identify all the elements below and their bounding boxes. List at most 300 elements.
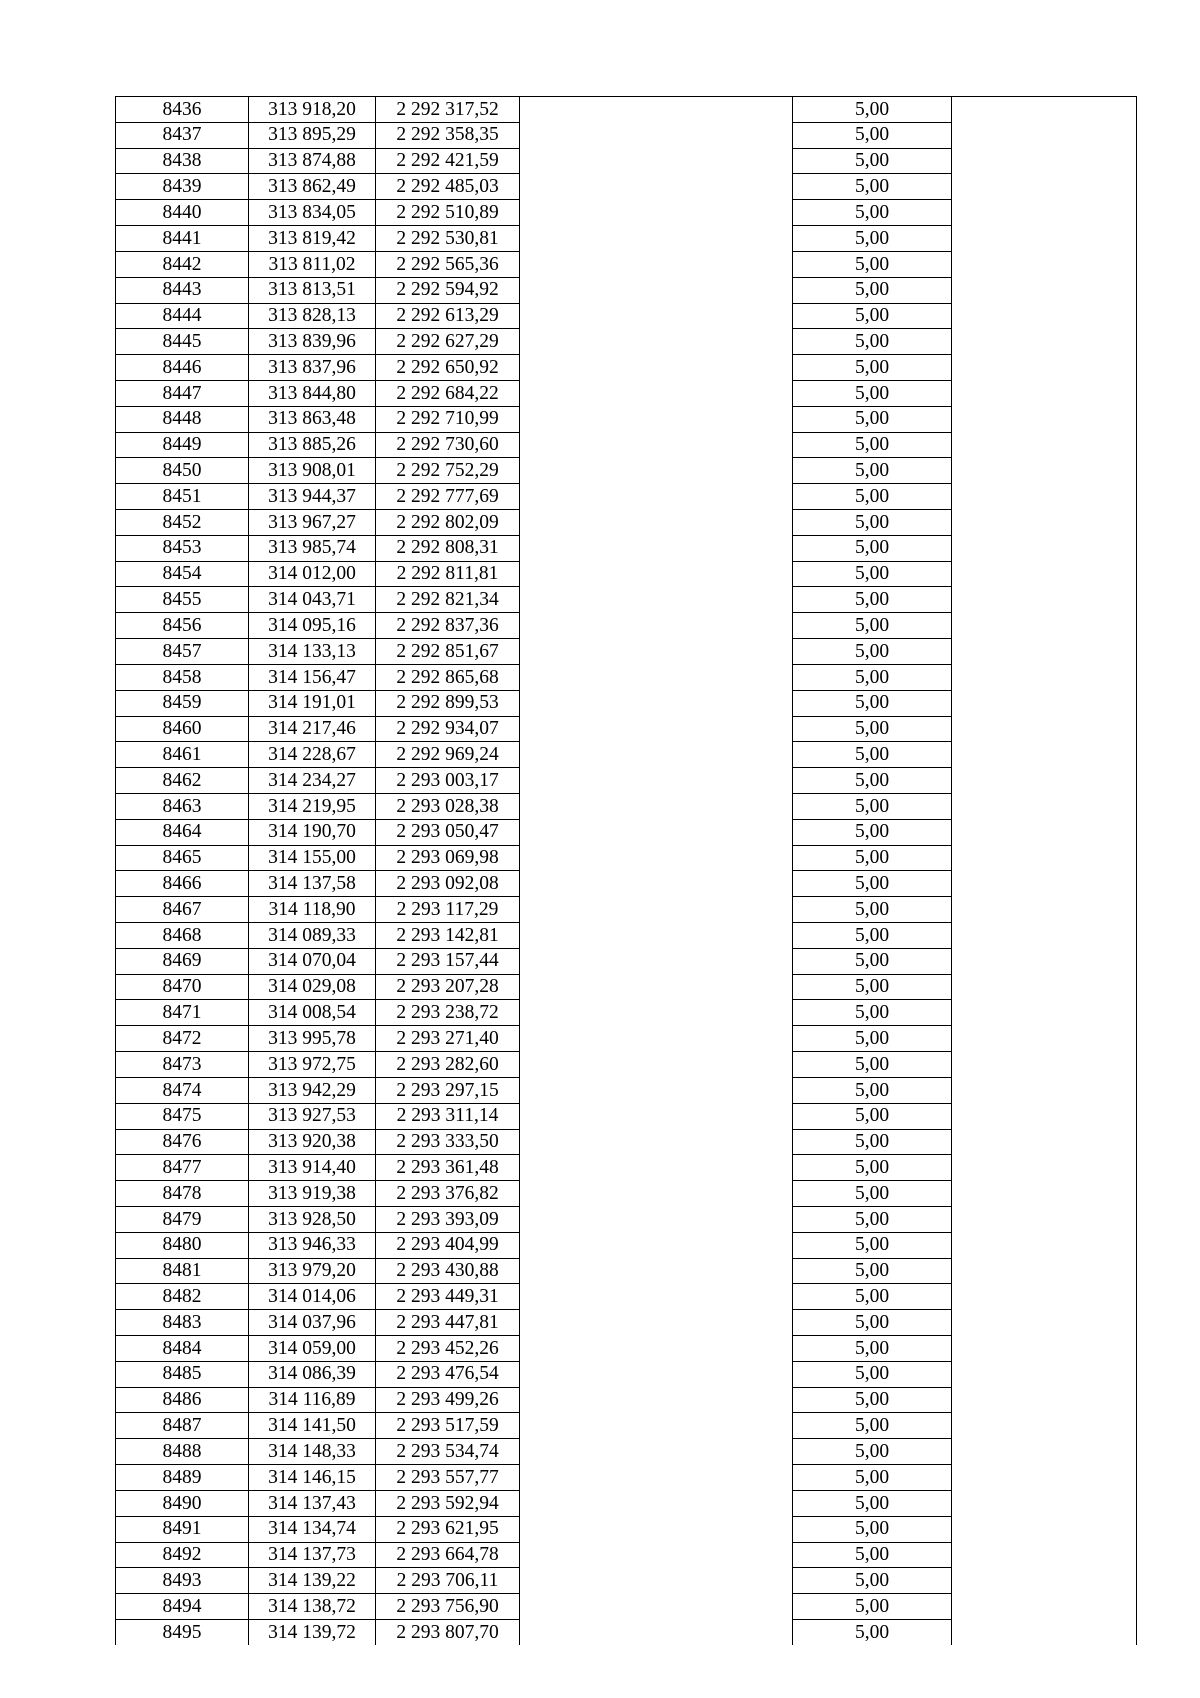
distance-cell: 5,00 <box>793 174 952 200</box>
table-row <box>116 1568 1137 1594</box>
note-cell <box>952 923 1137 949</box>
empty-cell <box>520 845 793 871</box>
distance-cell: 5,00 <box>793 1490 952 1516</box>
point-number-cell: 8450 <box>116 458 249 484</box>
table-row <box>116 690 1137 716</box>
table-row <box>116 1284 1137 1310</box>
x-coordinate-cell: 314 095,16 <box>249 613 376 639</box>
point-number-cell: 8440 <box>116 200 249 226</box>
empty-cell <box>520 277 793 303</box>
empty-cell <box>520 1284 793 1310</box>
y-coordinate-cell: 2 292 613,29 <box>376 303 520 329</box>
y-coordinate-cell: 2 292 485,03 <box>376 174 520 200</box>
distance-cell: 5,00 <box>793 1000 952 1026</box>
y-coordinate-cell: 2 292 358,35 <box>376 122 520 148</box>
table-row <box>116 484 1137 510</box>
y-coordinate-cell: 2 292 821,34 <box>376 587 520 613</box>
y-coordinate-cell: 2 292 802,09 <box>376 510 520 536</box>
note-cell <box>952 639 1137 665</box>
point-number-cell: 8484 <box>116 1336 249 1362</box>
table-row <box>116 1413 1137 1439</box>
empty-cell <box>520 535 793 561</box>
distance-cell: 5,00 <box>793 587 952 613</box>
note-cell <box>952 1052 1137 1078</box>
y-coordinate-cell: 2 292 510,89 <box>376 200 520 226</box>
y-coordinate-cell: 2 292 899,53 <box>376 690 520 716</box>
point-number-cell: 8478 <box>116 1181 249 1207</box>
coordinates-table <box>115 96 1137 1645</box>
distance-cell: 5,00 <box>793 458 952 484</box>
x-coordinate-cell: 314 089,33 <box>249 923 376 949</box>
x-coordinate-cell: 314 138,72 <box>249 1594 376 1620</box>
table-row <box>116 1465 1137 1491</box>
point-number-cell: 8438 <box>116 148 249 174</box>
point-number-cell: 8436 <box>116 97 249 123</box>
distance-cell: 5,00 <box>793 1568 952 1594</box>
empty-cell <box>520 458 793 484</box>
x-coordinate-cell: 313 895,29 <box>249 122 376 148</box>
distance-cell: 5,00 <box>793 1336 952 1362</box>
x-coordinate-cell: 314 008,54 <box>249 1000 376 1026</box>
y-coordinate-cell: 2 293 050,47 <box>376 819 520 845</box>
distance-cell: 5,00 <box>793 1077 952 1103</box>
x-coordinate-cell: 314 139,22 <box>249 1568 376 1594</box>
note-cell <box>952 1542 1137 1568</box>
point-number-cell: 8461 <box>116 742 249 768</box>
distance-cell: 5,00 <box>793 923 952 949</box>
x-coordinate-cell: 313 834,05 <box>249 200 376 226</box>
note-cell <box>952 122 1137 148</box>
empty-cell <box>520 897 793 923</box>
x-coordinate-cell: 313 914,40 <box>249 1155 376 1181</box>
note-cell <box>952 1465 1137 1491</box>
note-cell <box>952 510 1137 536</box>
empty-cell <box>520 716 793 742</box>
note-cell <box>952 226 1137 252</box>
note-cell <box>952 148 1137 174</box>
x-coordinate-cell: 314 217,46 <box>249 716 376 742</box>
x-coordinate-cell: 313 828,13 <box>249 303 376 329</box>
point-number-cell: 8495 <box>116 1619 249 1644</box>
y-coordinate-cell: 2 293 447,81 <box>376 1310 520 1336</box>
table-row <box>116 768 1137 794</box>
distance-cell: 5,00 <box>793 897 952 923</box>
y-coordinate-cell: 2 292 837,36 <box>376 613 520 639</box>
note-cell <box>952 1490 1137 1516</box>
y-coordinate-cell: 2 293 476,54 <box>376 1361 520 1387</box>
distance-cell: 5,00 <box>793 200 952 226</box>
empty-cell <box>520 1077 793 1103</box>
point-number-cell: 8472 <box>116 1026 249 1052</box>
x-coordinate-cell: 314 137,73 <box>249 1542 376 1568</box>
point-number-cell: 8449 <box>116 432 249 458</box>
distance-cell: 5,00 <box>793 355 952 381</box>
point-number-cell: 8493 <box>116 1568 249 1594</box>
note-cell <box>952 845 1137 871</box>
x-coordinate-cell: 314 043,71 <box>249 587 376 613</box>
table-row <box>116 1594 1137 1620</box>
point-number-cell: 8492 <box>116 1542 249 1568</box>
point-number-cell: 8439 <box>116 174 249 200</box>
note-cell <box>952 355 1137 381</box>
x-coordinate-cell: 314 139,72 <box>249 1619 376 1644</box>
table-row <box>116 1542 1137 1568</box>
distance-cell: 5,00 <box>793 716 952 742</box>
empty-cell <box>520 1232 793 1258</box>
x-coordinate-cell: 313 885,26 <box>249 432 376 458</box>
point-number-cell: 8465 <box>116 845 249 871</box>
distance-cell: 5,00 <box>793 819 952 845</box>
table-row <box>116 1026 1137 1052</box>
note-cell <box>952 535 1137 561</box>
empty-cell <box>520 819 793 845</box>
empty-cell <box>520 587 793 613</box>
note-cell <box>952 768 1137 794</box>
note-cell <box>952 716 1137 742</box>
table-row <box>116 1103 1137 1129</box>
distance-cell: 5,00 <box>793 664 952 690</box>
note-cell <box>952 1077 1137 1103</box>
x-coordinate-cell: 313 946,33 <box>249 1232 376 1258</box>
table-row <box>116 1619 1137 1644</box>
empty-cell <box>520 1413 793 1439</box>
table-row <box>116 535 1137 561</box>
note-cell <box>952 1568 1137 1594</box>
empty-cell <box>520 1387 793 1413</box>
distance-cell: 5,00 <box>793 148 952 174</box>
x-coordinate-cell: 313 863,48 <box>249 406 376 432</box>
empty-cell <box>520 406 793 432</box>
empty-cell <box>520 639 793 665</box>
distance-cell: 5,00 <box>793 793 952 819</box>
distance-cell: 5,00 <box>793 1052 952 1078</box>
empty-cell <box>520 380 793 406</box>
y-coordinate-cell: 2 293 361,48 <box>376 1155 520 1181</box>
distance-cell: 5,00 <box>793 690 952 716</box>
table-row <box>116 1361 1137 1387</box>
table-row <box>116 432 1137 458</box>
point-number-cell: 8480 <box>116 1232 249 1258</box>
x-coordinate-cell: 314 148,33 <box>249 1439 376 1465</box>
empty-cell <box>520 1465 793 1491</box>
empty-cell <box>520 561 793 587</box>
y-coordinate-cell: 2 293 142,81 <box>376 923 520 949</box>
y-coordinate-cell: 2 293 092,08 <box>376 871 520 897</box>
point-number-cell: 8454 <box>116 561 249 587</box>
table-row <box>116 97 1137 123</box>
x-coordinate-cell: 314 014,06 <box>249 1284 376 1310</box>
x-coordinate-cell: 314 155,00 <box>249 845 376 871</box>
y-coordinate-cell: 2 293 449,31 <box>376 1284 520 1310</box>
x-coordinate-cell: 314 228,67 <box>249 742 376 768</box>
distance-cell: 5,00 <box>793 406 952 432</box>
note-cell <box>952 1594 1137 1620</box>
distance-cell: 5,00 <box>793 871 952 897</box>
table-row <box>116 1258 1137 1284</box>
table-row <box>116 1336 1137 1362</box>
note-cell <box>952 1206 1137 1232</box>
distance-cell: 5,00 <box>793 561 952 587</box>
empty-cell <box>520 484 793 510</box>
table-row <box>116 1516 1137 1542</box>
distance-cell: 5,00 <box>793 97 952 123</box>
x-coordinate-cell: 314 029,08 <box>249 974 376 1000</box>
x-coordinate-cell: 313 967,27 <box>249 510 376 536</box>
distance-cell: 5,00 <box>793 1439 952 1465</box>
point-number-cell: 8471 <box>116 1000 249 1026</box>
distance-cell: 5,00 <box>793 1232 952 1258</box>
note-cell <box>952 406 1137 432</box>
distance-cell: 5,00 <box>793 226 952 252</box>
distance-cell: 5,00 <box>793 1542 952 1568</box>
empty-cell <box>520 1052 793 1078</box>
y-coordinate-cell: 2 293 404,99 <box>376 1232 520 1258</box>
table-row <box>116 716 1137 742</box>
coordinates-table-body <box>116 97 1137 1645</box>
note-cell <box>952 1103 1137 1129</box>
note-cell <box>952 974 1137 1000</box>
point-number-cell: 8477 <box>116 1155 249 1181</box>
x-coordinate-cell: 313 995,78 <box>249 1026 376 1052</box>
point-number-cell: 8469 <box>116 948 249 974</box>
point-number-cell: 8467 <box>116 897 249 923</box>
note-cell <box>952 277 1137 303</box>
table-row <box>116 974 1137 1000</box>
distance-cell: 5,00 <box>793 329 952 355</box>
table-row <box>116 251 1137 277</box>
y-coordinate-cell: 2 293 430,88 <box>376 1258 520 1284</box>
table-row <box>116 200 1137 226</box>
point-number-cell: 8470 <box>116 974 249 1000</box>
table-row <box>116 510 1137 536</box>
x-coordinate-cell: 313 979,20 <box>249 1258 376 1284</box>
empty-cell <box>520 1103 793 1129</box>
table-row <box>116 406 1137 432</box>
y-coordinate-cell: 2 293 157,44 <box>376 948 520 974</box>
point-number-cell: 8490 <box>116 1490 249 1516</box>
note-cell <box>952 1000 1137 1026</box>
x-coordinate-cell: 313 927,53 <box>249 1103 376 1129</box>
y-coordinate-cell: 2 293 333,50 <box>376 1129 520 1155</box>
table-row <box>116 613 1137 639</box>
distance-cell: 5,00 <box>793 742 952 768</box>
point-number-cell: 8489 <box>116 1465 249 1491</box>
distance-cell: 5,00 <box>793 1181 952 1207</box>
point-number-cell: 8448 <box>116 406 249 432</box>
distance-cell: 5,00 <box>793 1026 952 1052</box>
distance-cell: 5,00 <box>793 303 952 329</box>
x-coordinate-cell: 313 942,29 <box>249 1077 376 1103</box>
note-cell <box>952 1026 1137 1052</box>
distance-cell: 5,00 <box>793 122 952 148</box>
y-coordinate-cell: 2 292 650,92 <box>376 355 520 381</box>
point-number-cell: 8487 <box>116 1413 249 1439</box>
x-coordinate-cell: 313 813,51 <box>249 277 376 303</box>
y-coordinate-cell: 2 293 807,70 <box>376 1619 520 1644</box>
table-row <box>116 458 1137 484</box>
y-coordinate-cell: 2 293 664,78 <box>376 1542 520 1568</box>
y-coordinate-cell: 2 293 756,90 <box>376 1594 520 1620</box>
note-cell <box>952 1619 1137 1644</box>
point-number-cell: 8475 <box>116 1103 249 1129</box>
y-coordinate-cell: 2 292 594,92 <box>376 277 520 303</box>
distance-cell: 5,00 <box>793 768 952 794</box>
point-number-cell: 8485 <box>116 1361 249 1387</box>
empty-cell <box>520 1542 793 1568</box>
empty-cell <box>520 948 793 974</box>
y-coordinate-cell: 2 293 534,74 <box>376 1439 520 1465</box>
point-number-cell: 8483 <box>116 1310 249 1336</box>
table-row <box>116 303 1137 329</box>
empty-cell <box>520 742 793 768</box>
empty-cell <box>520 226 793 252</box>
y-coordinate-cell: 2 293 311,14 <box>376 1103 520 1129</box>
distance-cell: 5,00 <box>793 1284 952 1310</box>
table-row <box>116 174 1137 200</box>
y-coordinate-cell: 2 293 499,26 <box>376 1387 520 1413</box>
y-coordinate-cell: 2 293 557,77 <box>376 1465 520 1491</box>
y-coordinate-cell: 2 292 317,52 <box>376 97 520 123</box>
table-row <box>116 1310 1137 1336</box>
y-coordinate-cell: 2 293 238,72 <box>376 1000 520 1026</box>
y-coordinate-cell: 2 293 271,40 <box>376 1026 520 1052</box>
distance-cell: 5,00 <box>793 1310 952 1336</box>
point-number-cell: 8462 <box>116 768 249 794</box>
empty-cell <box>520 1568 793 1594</box>
table-row <box>116 277 1137 303</box>
point-number-cell: 8482 <box>116 1284 249 1310</box>
x-coordinate-cell: 314 134,74 <box>249 1516 376 1542</box>
x-coordinate-cell: 314 191,01 <box>249 690 376 716</box>
table-row <box>116 1439 1137 1465</box>
empty-cell <box>520 251 793 277</box>
table-row <box>116 1000 1137 1026</box>
y-coordinate-cell: 2 292 851,67 <box>376 639 520 665</box>
x-coordinate-cell: 313 844,80 <box>249 380 376 406</box>
y-coordinate-cell: 2 292 565,36 <box>376 251 520 277</box>
x-coordinate-cell: 314 190,70 <box>249 819 376 845</box>
distance-cell: 5,00 <box>793 1129 952 1155</box>
x-coordinate-cell: 314 219,95 <box>249 793 376 819</box>
empty-cell <box>520 974 793 1000</box>
point-number-cell: 8447 <box>116 380 249 406</box>
note-cell <box>952 1516 1137 1542</box>
note-cell <box>952 1310 1137 1336</box>
x-coordinate-cell: 313 920,38 <box>249 1129 376 1155</box>
note-cell <box>952 561 1137 587</box>
note-cell <box>952 1336 1137 1362</box>
empty-cell <box>520 432 793 458</box>
point-number-cell: 8473 <box>116 1052 249 1078</box>
distance-cell: 5,00 <box>793 1361 952 1387</box>
x-coordinate-cell: 313 811,02 <box>249 251 376 277</box>
y-coordinate-cell: 2 293 117,29 <box>376 897 520 923</box>
empty-cell <box>520 793 793 819</box>
table-row <box>116 1052 1137 1078</box>
point-number-cell: 8446 <box>116 355 249 381</box>
x-coordinate-cell: 313 972,75 <box>249 1052 376 1078</box>
point-number-cell: 8486 <box>116 1387 249 1413</box>
note-cell <box>952 1232 1137 1258</box>
table-row <box>116 1181 1137 1207</box>
point-number-cell: 8451 <box>116 484 249 510</box>
table-row <box>116 742 1137 768</box>
distance-cell: 5,00 <box>793 639 952 665</box>
x-coordinate-cell: 313 837,96 <box>249 355 376 381</box>
note-cell <box>952 174 1137 200</box>
table-row <box>116 587 1137 613</box>
point-number-cell: 8488 <box>116 1439 249 1465</box>
table-row <box>116 380 1137 406</box>
empty-cell <box>520 1619 793 1644</box>
distance-cell: 5,00 <box>793 1258 952 1284</box>
table-row <box>116 871 1137 897</box>
y-coordinate-cell: 2 293 393,09 <box>376 1206 520 1232</box>
empty-cell <box>520 122 793 148</box>
table-row <box>116 355 1137 381</box>
point-number-cell: 8476 <box>116 1129 249 1155</box>
x-coordinate-cell: 314 141,50 <box>249 1413 376 1439</box>
point-number-cell: 8460 <box>116 716 249 742</box>
empty-cell <box>520 148 793 174</box>
note-cell <box>952 484 1137 510</box>
x-coordinate-cell: 314 059,00 <box>249 1336 376 1362</box>
y-coordinate-cell: 2 293 452,26 <box>376 1336 520 1362</box>
y-coordinate-cell: 2 293 706,11 <box>376 1568 520 1594</box>
table-row <box>116 1206 1137 1232</box>
y-coordinate-cell: 2 292 627,29 <box>376 329 520 355</box>
x-coordinate-cell: 314 070,04 <box>249 948 376 974</box>
distance-cell: 5,00 <box>793 510 952 536</box>
x-coordinate-cell: 314 012,00 <box>249 561 376 587</box>
table-row <box>116 561 1137 587</box>
x-coordinate-cell: 314 137,43 <box>249 1490 376 1516</box>
empty-cell <box>520 1310 793 1336</box>
table-row <box>116 639 1137 665</box>
y-coordinate-cell: 2 293 069,98 <box>376 845 520 871</box>
x-coordinate-cell: 313 908,01 <box>249 458 376 484</box>
table-row <box>116 1232 1137 1258</box>
distance-cell: 5,00 <box>793 974 952 1000</box>
note-cell <box>952 1181 1137 1207</box>
x-coordinate-cell: 314 146,15 <box>249 1465 376 1491</box>
y-coordinate-cell: 2 292 969,24 <box>376 742 520 768</box>
empty-cell <box>520 174 793 200</box>
distance-cell: 5,00 <box>793 845 952 871</box>
distance-cell: 5,00 <box>793 948 952 974</box>
y-coordinate-cell: 2 292 421,59 <box>376 148 520 174</box>
table-row <box>116 1155 1137 1181</box>
note-cell <box>952 948 1137 974</box>
table-row <box>116 329 1137 355</box>
point-number-cell: 8456 <box>116 613 249 639</box>
note-cell <box>952 1387 1137 1413</box>
distance-cell: 5,00 <box>793 251 952 277</box>
point-number-cell: 8441 <box>116 226 249 252</box>
point-number-cell: 8443 <box>116 277 249 303</box>
point-number-cell: 8453 <box>116 535 249 561</box>
distance-cell: 5,00 <box>793 1594 952 1620</box>
point-number-cell: 8459 <box>116 690 249 716</box>
empty-cell <box>520 200 793 226</box>
empty-cell <box>520 1181 793 1207</box>
point-number-cell: 8468 <box>116 923 249 949</box>
table-row <box>116 923 1137 949</box>
empty-cell <box>520 1439 793 1465</box>
note-cell <box>952 97 1137 123</box>
distance-cell: 5,00 <box>793 1413 952 1439</box>
x-coordinate-cell: 314 118,90 <box>249 897 376 923</box>
